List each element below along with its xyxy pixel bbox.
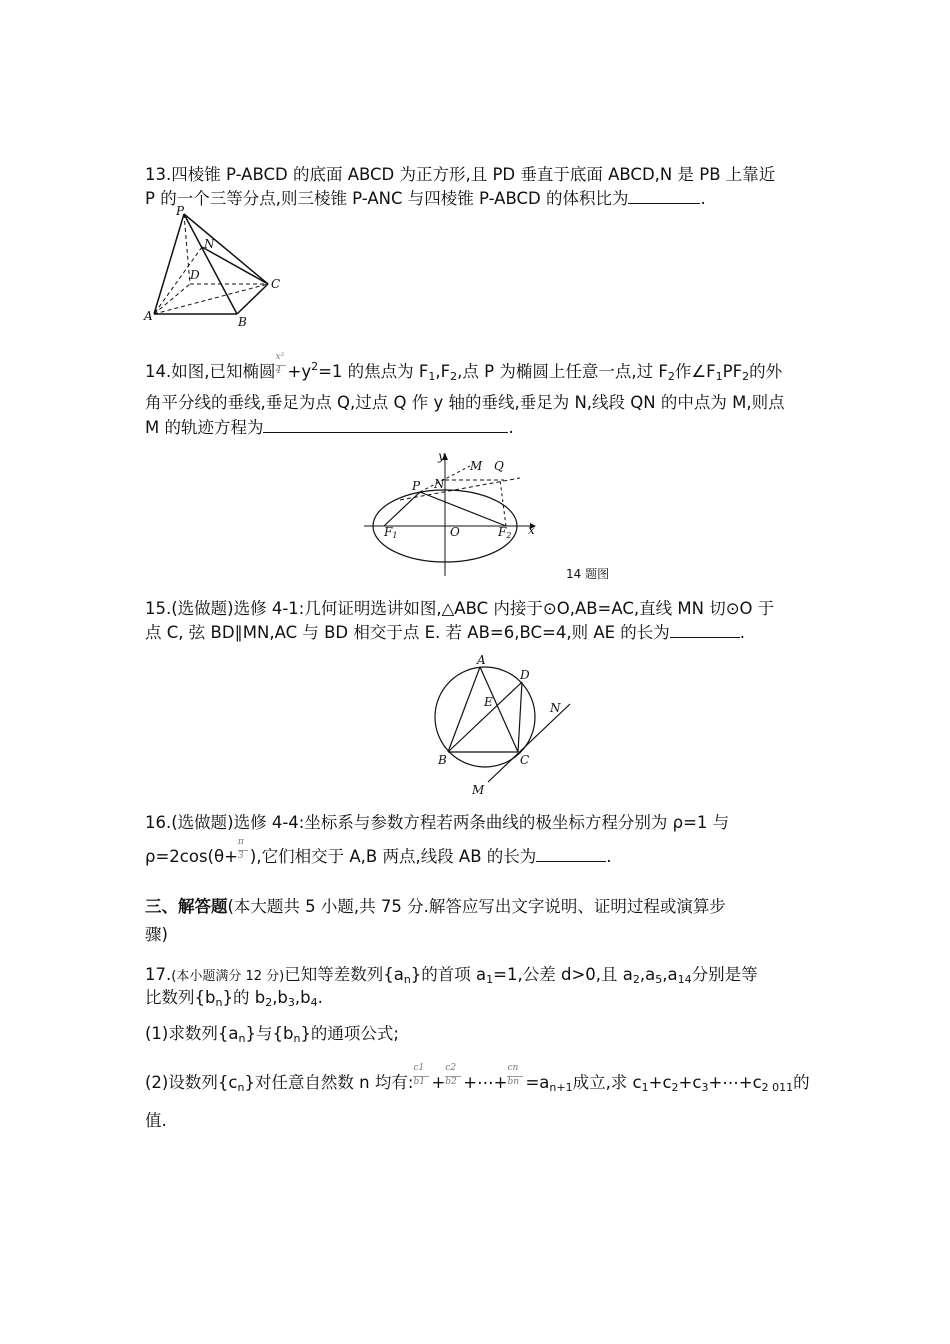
q14-line2: 角平分线的垂线,垂足为点 Q,过点 Q 作 y 轴的垂线,垂足为 N,线段 QN 的中点为 M,则点	[145, 393, 785, 412]
label-C: C	[271, 277, 281, 291]
label-A: A	[144, 309, 153, 323]
label-D: D	[190, 268, 200, 282]
q17-part1: (1)求数列$\{a_n\}$与$\{b_n\}$的通项公式;	[145, 1024, 399, 1045]
q14-line3: M 的轨迹方程为 .	[145, 418, 514, 437]
circle-figure	[430, 652, 580, 800]
q13-text: P 的一个三等分点,则三棱锥 P-ANC 与四棱锥 P-ABCD 的体积比为	[145, 189, 629, 208]
label-N: N	[434, 477, 445, 491]
figure-caption-14: 14 题图	[566, 567, 610, 581]
answer-blank-16	[536, 845, 606, 862]
label-N: N	[550, 701, 561, 715]
fraction-pi-over-3: $\frac{\pi}{3}$	[238, 848, 250, 864]
fraction-cn-bn: $\frac{cn}{bn}$	[507, 1074, 525, 1090]
q13-line2: P 的一个三等分点,则三棱锥 P-ANC 与四棱锥 P-ABCD 的体积比为 .	[145, 189, 706, 208]
label-M: M	[470, 459, 483, 473]
q17-line2: 比数列$\{b_n\}$的 $b_2,b_3,b_4$.	[145, 988, 323, 1009]
label-y: y	[438, 449, 445, 463]
ellipse-figure	[360, 448, 550, 578]
label-N: N	[204, 237, 215, 251]
answer-blank-14	[263, 416, 508, 433]
fraction-c1-b1: $\frac{c1}{b1}$	[413, 1074, 431, 1090]
label-Q: Q	[494, 459, 504, 473]
q14-line1: 14.如图,已知椭圆 $\frac{\text{x²}}{4}$ $+y^2=1$ 的焦点为 $F_1,F_2$,点 P 为椭圆上任意一点,过 $F_2$作$\angle F_1PF_2$的外	[145, 352, 783, 383]
label-C: C	[520, 753, 530, 767]
q17-line1: 17.(本小题满分 12 分)已知等差数列$\{a_n\}$的首项 $a_1=1$,公差 d>0,且 $a_2,a_5,a_{14}$分别是等	[145, 965, 758, 986]
label-B: B	[238, 315, 247, 329]
label-P: P	[176, 204, 185, 218]
label-O: O	[450, 525, 460, 539]
label-F1: F1	[384, 525, 398, 540]
q17-line-last: 值.	[145, 1111, 167, 1130]
label-B: B	[438, 753, 447, 767]
q17-part2: (2)设数列$\{c_n\}$对任意自然数 n 均有: $\frac{c1}{b1}$ + $\frac{c2}{b2}$ +⋯+ $\frac{cn}{bn}$ $=a_{n+1}$成立,求 $c_1+c_2+c_3+\cdots+c_{2 011}$的	[145, 1063, 810, 1094]
label-F2: F2	[498, 525, 512, 540]
pyramid-figure	[138, 202, 288, 330]
fraction-c2-b2: $\frac{c2}{b2}$	[445, 1074, 463, 1090]
answer-blank-15	[670, 621, 740, 638]
q16-line2: ρ=2cos(θ+ $\frac{\pi}{3}$ ),它们相交于 A,B 两点,线段 AB 的长为 .	[145, 837, 612, 866]
section3-line2: 骤)	[145, 925, 168, 944]
q15-line2: 点 C, 弦 BD∥MN,AC 与 BD 相交于点 E. 若 AB=6,BC=4,则 AE 的长为 .	[145, 623, 746, 642]
label-M: M	[472, 783, 485, 797]
label-A: A	[477, 653, 486, 667]
q13-line1: 13.四棱锥 P-ABCD 的底面 ABCD 为正方形,且 PD 垂直于底面 ABCD,N 是 PB 上靠近	[145, 165, 776, 184]
label-x: x	[528, 523, 535, 537]
answer-blank-13	[628, 187, 700, 204]
section3-heading: 三、解答题(本大题共 5 小题,共 75 分.解答应写出文字说明、证明过程或演算步	[145, 897, 726, 916]
label-E: E	[484, 695, 493, 709]
q16-line1: 16.(选做题)选修 4-4:坐标系与参数方程若两条曲线的极坐标方程分别为 ρ=1 与	[145, 813, 730, 832]
fraction-x2-over-4: $\frac{\text{x²}}{4}$	[275, 352, 285, 376]
label-P: P	[412, 479, 421, 493]
label-D: D	[520, 668, 530, 682]
q15-line1: 15.(选做题)选修 4-1:几何证明选讲如图,△ABC 内接于⊙O,AB=AC,直线 MN 切⊙O 于	[145, 599, 775, 618]
